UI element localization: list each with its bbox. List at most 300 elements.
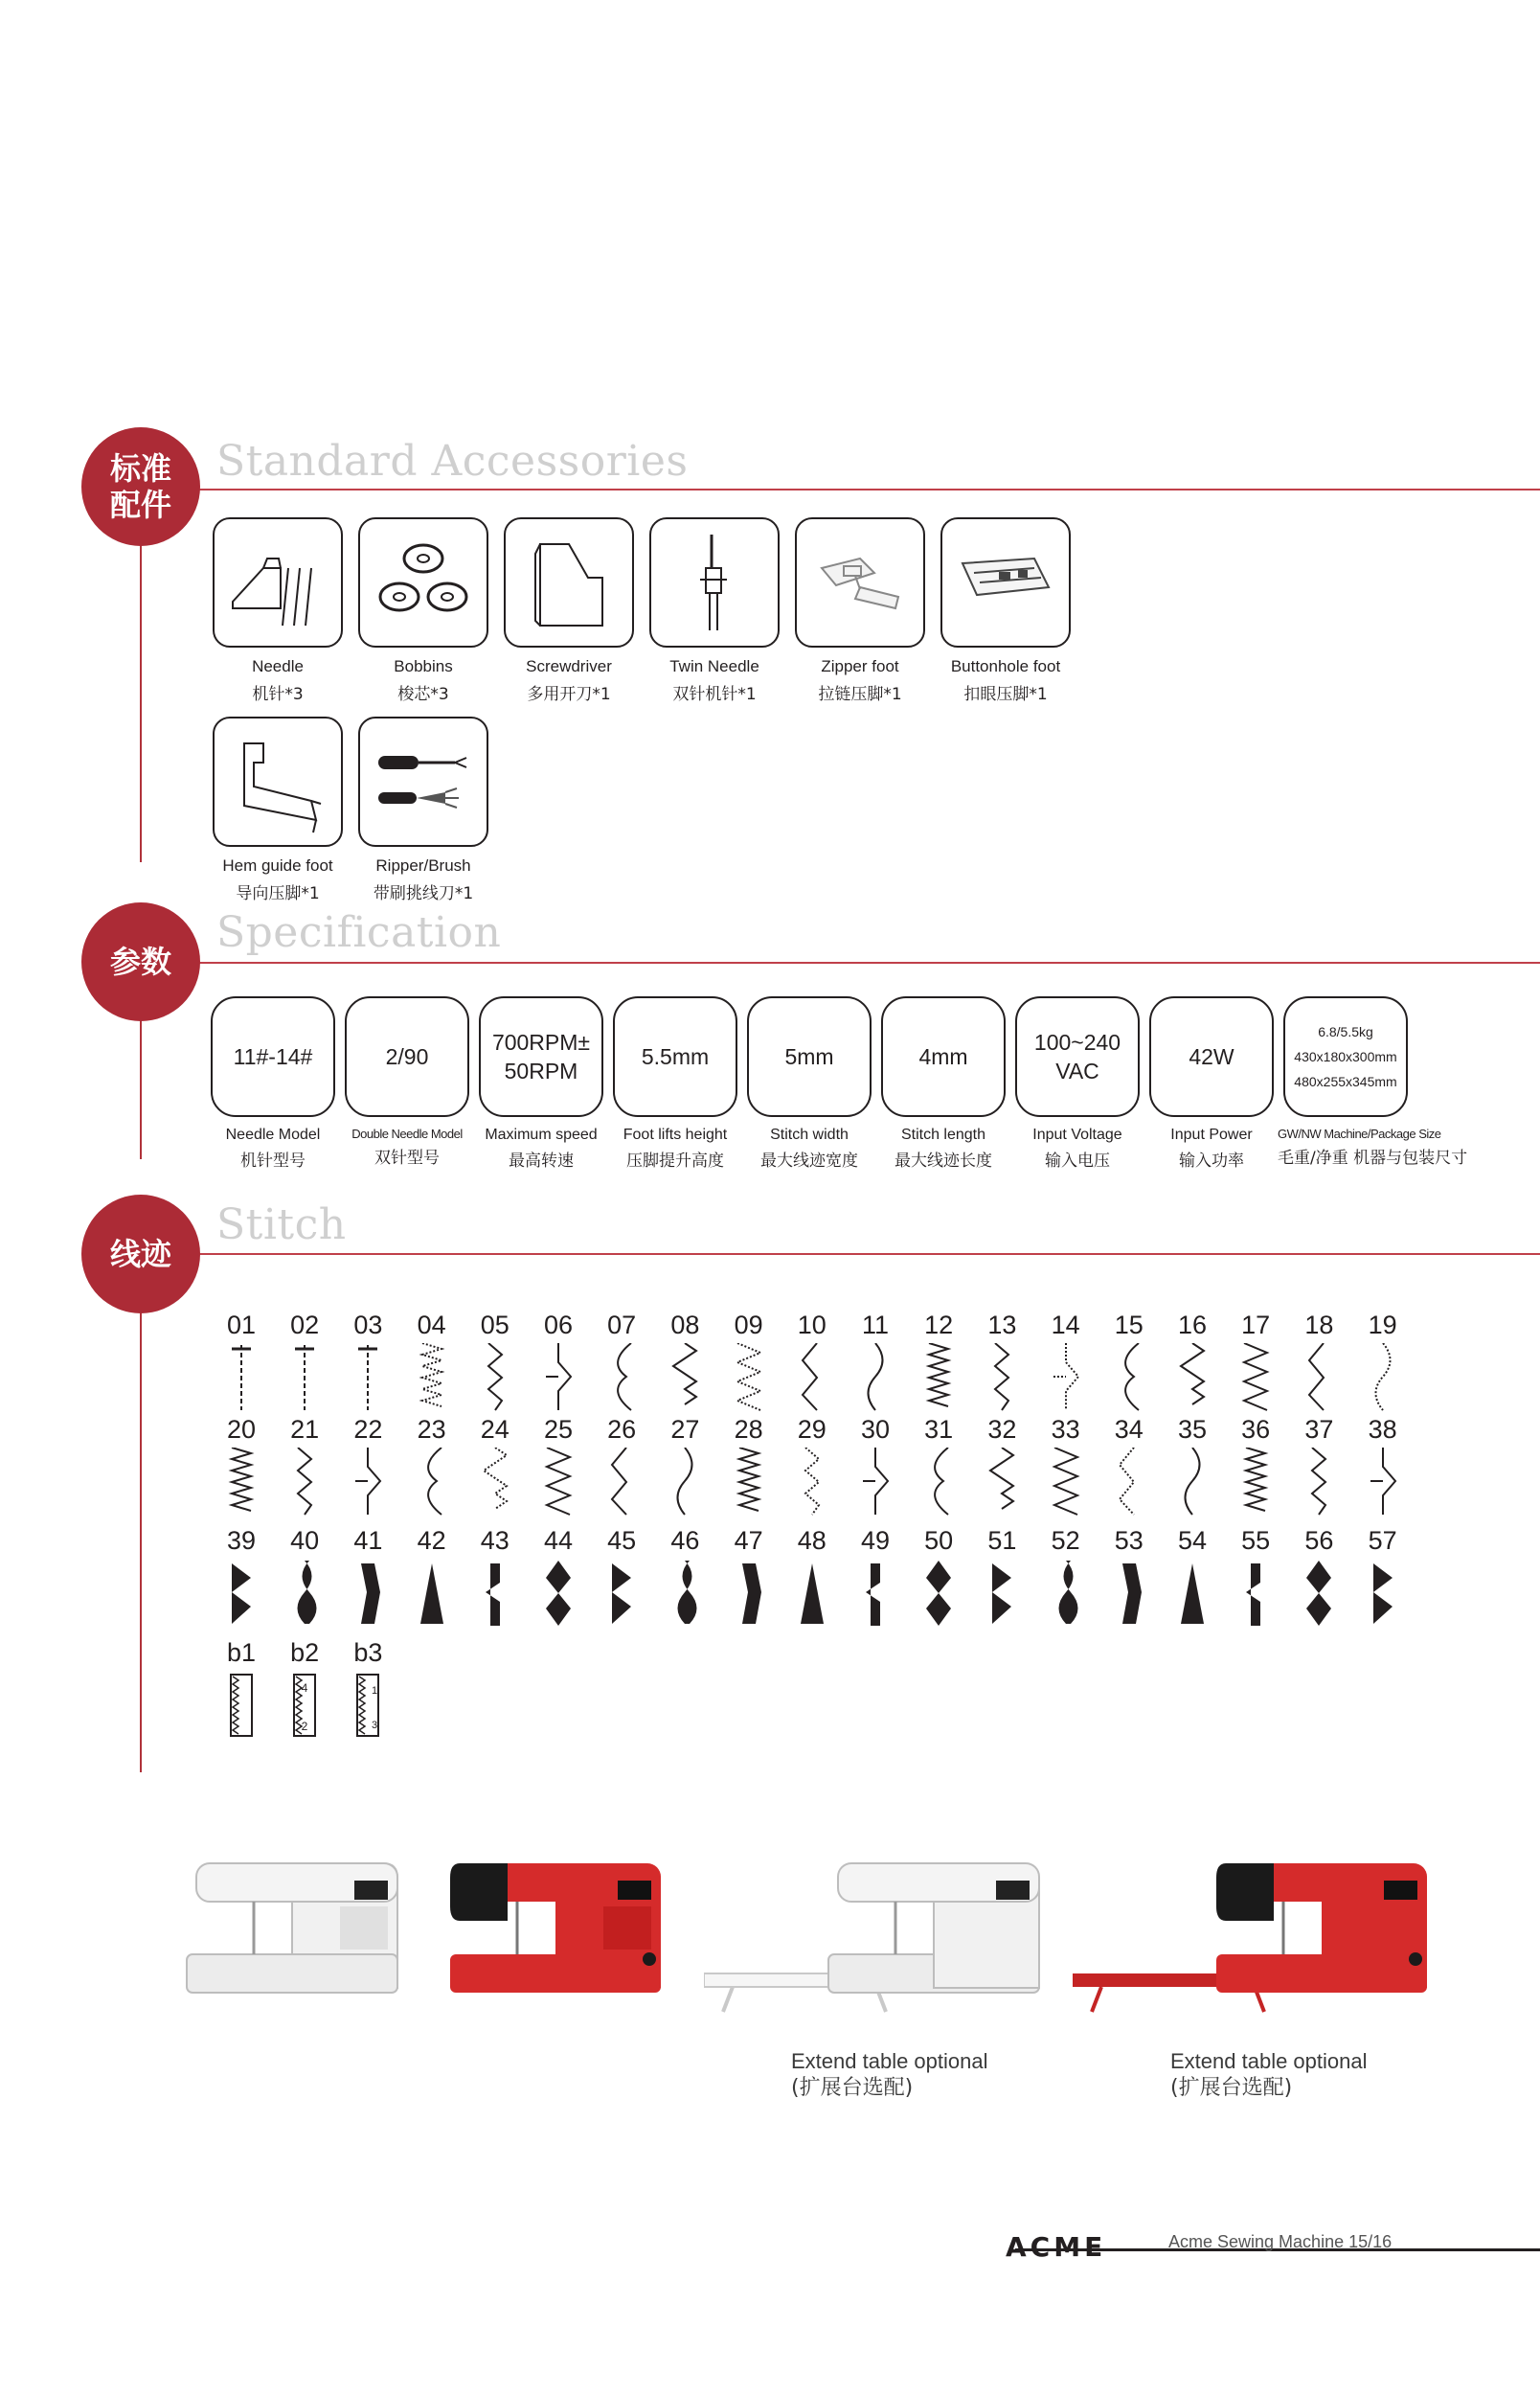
stitch-pattern-icon — [1303, 1448, 1334, 1517]
stitch-item — [847, 1415, 904, 1517]
spec-value — [492, 1028, 590, 1085]
stitch-item — [1164, 1415, 1221, 1517]
stitch-pattern-icon — [1368, 1343, 1398, 1412]
stitch-item — [720, 1311, 778, 1412]
stitch-number: 22 — [353, 1415, 383, 1444]
stitch-number: 43 — [480, 1526, 510, 1555]
stitch-number: 16 — [1177, 1311, 1208, 1339]
stitch-pattern-icon — [734, 1448, 764, 1517]
stitch-number: 04 — [417, 1311, 446, 1339]
stitch-number: 55 — [1241, 1526, 1271, 1555]
stitch-pattern-path — [612, 1448, 626, 1515]
stitch-pattern-path — [805, 1448, 819, 1515]
stitch-pattern-icon — [1240, 1343, 1271, 1412]
stitch-number: 56 — [1304, 1526, 1334, 1555]
stitch-item — [910, 1415, 967, 1517]
stitch-number: b2 — [290, 1638, 320, 1667]
spec-label-cn: 毛重/净重 机器与包装尺寸 — [1278, 1149, 1468, 1168]
stitch-pattern-icon — [1114, 1343, 1144, 1412]
spec-value-line: VAC — [1055, 1059, 1099, 1083]
stitch-number: 38 — [1368, 1415, 1397, 1444]
buttonhole-step-label: 4 — [301, 1681, 308, 1695]
accessory-box — [213, 717, 343, 847]
stitch-pattern-icon — [734, 1343, 764, 1412]
stitch-item — [1227, 1415, 1284, 1517]
accessory-box — [213, 517, 343, 648]
stitch-pattern-path — [1375, 1343, 1390, 1410]
stitch-pattern-path — [1120, 1448, 1134, 1515]
stitch-pattern-icon — [1240, 1448, 1271, 1517]
accessory-en: Bobbins — [394, 657, 453, 675]
spec-value-box — [613, 996, 737, 1117]
stitch-pattern-path — [739, 1448, 759, 1511]
timeline-segment-2 — [140, 1015, 142, 1159]
stitch-item — [466, 1415, 524, 1517]
stitch-number: 33 — [1051, 1415, 1080, 1444]
caption-cn: (扩展台选配) — [1170, 2076, 1293, 2100]
stitch-pattern-icon — [417, 1343, 447, 1412]
machine-white — [177, 1844, 407, 2017]
stitch-item — [847, 1311, 904, 1412]
stitch-pattern-icon — [543, 1343, 574, 1412]
spec-item — [741, 996, 877, 1171]
stitch-pattern-path — [1058, 1561, 1077, 1624]
accessory-box — [795, 517, 925, 648]
accessory-box — [649, 517, 780, 648]
caption-cn: (扩展台选配) — [791, 2076, 914, 2100]
spec-item — [205, 996, 341, 1171]
stitch-pattern-icon — [860, 1343, 891, 1412]
accessory-cn: 梭芯*3 — [397, 685, 449, 704]
spec-value-line: 5.5mm — [641, 1044, 710, 1069]
stitch-pattern-icon — [543, 1559, 574, 1628]
stitch-item — [1037, 1415, 1095, 1517]
stitch-item — [847, 1526, 904, 1628]
stitch-item — [1290, 1311, 1348, 1412]
stitch-pattern-icon — [797, 1559, 827, 1628]
stitch-number: 20 — [226, 1415, 257, 1444]
spec-value-box — [1015, 996, 1140, 1117]
stitch-pattern-path — [420, 1563, 443, 1624]
accessory-en: Ripper/Brush — [375, 856, 471, 875]
stitch-pattern-path — [992, 1563, 1011, 1624]
stitch-number: 21 — [290, 1415, 320, 1444]
spec-value — [1034, 1028, 1121, 1085]
ripper-brush-icon — [371, 729, 476, 834]
stitch-pattern-path — [678, 1561, 697, 1624]
stitch-item — [403, 1311, 461, 1412]
stitch-number: 49 — [860, 1526, 891, 1555]
stitch-pattern-icon — [352, 1343, 383, 1412]
stitch-number: 13 — [987, 1311, 1017, 1339]
stitch-number: 45 — [607, 1526, 637, 1555]
stitch-item — [1354, 1415, 1412, 1517]
spec-item — [1278, 996, 1468, 1168]
stitch-pattern-path — [298, 1561, 317, 1624]
spec-label-en: Input Power — [1170, 1127, 1253, 1143]
stitch-item — [1227, 1311, 1284, 1412]
spec-value — [784, 1042, 833, 1071]
stitch-pattern-path — [673, 1343, 696, 1404]
accessory-needle — [206, 517, 350, 704]
stitch-pattern-path — [926, 1561, 951, 1626]
stitch-pattern-icon — [226, 1448, 257, 1517]
spec-label-en: Needle Model — [225, 1127, 321, 1143]
spec-value-box — [479, 996, 603, 1117]
caption-en: Extend table optional — [1170, 2049, 1368, 2073]
accessory-cn: 扣眼压脚*1 — [963, 685, 1048, 704]
accessory-en: Hem guide foot — [222, 856, 333, 875]
stitch-pattern-icon — [417, 1559, 447, 1628]
stitch-pattern-icon — [543, 1448, 574, 1517]
stitch-badge: 线迹 — [81, 1195, 200, 1313]
stitch-item — [593, 1415, 650, 1517]
stitch-pattern-icon — [986, 1343, 1017, 1412]
accessory-box — [940, 517, 1071, 648]
stitch-pattern-icon — [1051, 1559, 1081, 1628]
stitch-pattern-path — [863, 1448, 888, 1515]
stitch-item — [783, 1415, 841, 1517]
stitch-pattern-icon — [289, 1448, 320, 1517]
stitch-number: 26 — [607, 1415, 637, 1444]
stitch-pattern-path — [1181, 1343, 1204, 1404]
stitch-pattern-path — [737, 1343, 760, 1410]
stitch-pattern-icon — [1240, 1559, 1271, 1628]
spec-value-line: 2/90 — [385, 1044, 429, 1069]
stitch-pattern-path — [742, 1563, 761, 1624]
stitch-number: b1 — [226, 1638, 257, 1667]
stitch-pattern-icon — [797, 1448, 827, 1517]
spec-value — [1189, 1042, 1234, 1071]
hem-guide-foot-icon — [225, 729, 330, 834]
stitch-number: 29 — [797, 1415, 827, 1444]
timeline-segment-3 — [140, 1312, 142, 1772]
stitch-pattern-icon — [289, 1559, 320, 1628]
stitch-item — [466, 1311, 524, 1412]
stitch-pattern-icon — [289, 1343, 320, 1412]
spec-value — [386, 1042, 429, 1071]
stitch-pattern-icon — [860, 1448, 891, 1517]
stitch-pattern-path — [869, 1343, 883, 1410]
stitch-item — [530, 1526, 587, 1628]
accessories-badge-line2: 配件 — [109, 487, 171, 523]
spec-label-en: Stitch length — [900, 1127, 986, 1143]
spec-label-cn: 最大线迹宽度 — [760, 1152, 858, 1171]
spec-label-cn: 最大线迹长度 — [895, 1152, 992, 1171]
stitch-pattern-icon — [1177, 1559, 1208, 1628]
stitch-number: 57 — [1368, 1526, 1397, 1555]
accessories-rule — [192, 489, 1540, 490]
spec-value-line: 480x255x345mm — [1294, 1074, 1397, 1089]
stitch-number: 05 — [480, 1311, 510, 1339]
stitch-number: 08 — [670, 1311, 700, 1339]
accessory-cn: 拉链压脚*1 — [818, 685, 902, 704]
stitch-pattern-path — [1186, 1448, 1200, 1515]
stitch-pattern-path — [618, 1343, 631, 1410]
stitch-pattern-path — [1312, 1448, 1325, 1515]
stitch-number: 02 — [290, 1311, 320, 1339]
spec-value-line: 100~240 — [1033, 1030, 1121, 1055]
spec-value-box — [747, 996, 872, 1117]
brand-logo: ACME — [1006, 2231, 1107, 2263]
stitch-item — [973, 1415, 1030, 1517]
stitch-item — [403, 1415, 461, 1517]
spec-value-line: 4mm — [918, 1044, 968, 1069]
stitch-item — [339, 1638, 396, 1740]
spec-value-box — [881, 996, 1006, 1117]
stitch-number: 46 — [670, 1526, 700, 1555]
stitch-number: 47 — [734, 1526, 763, 1555]
stitch-number: 51 — [987, 1526, 1017, 1555]
stitch-pattern-path — [361, 1563, 380, 1624]
spec-label-en: GW/NW Machine/Package Size — [1278, 1127, 1441, 1141]
specification-title: Specification — [216, 908, 502, 957]
spec-label-en: Stitch width — [770, 1127, 849, 1143]
spec-label-cn: 输入电压 — [1045, 1152, 1110, 1171]
stitch-pattern-icon — [923, 1559, 954, 1628]
accessory-en: Buttonhole foot — [950, 657, 1061, 675]
accessory-cn: 机针*3 — [252, 685, 304, 704]
stitch-pattern-icon — [923, 1448, 954, 1517]
stitch-pattern-path — [1246, 1563, 1260, 1626]
stitch-pattern-icon — [606, 1343, 637, 1412]
stitch-pattern-path — [488, 1343, 502, 1410]
spec-item — [339, 996, 475, 1168]
spec-label-en: Input Voltage — [1032, 1127, 1122, 1143]
spec-value-line: 700RPM± — [491, 1030, 591, 1055]
accessory-cn: 多用开刀*1 — [527, 685, 611, 704]
stitch-number: 15 — [1114, 1311, 1144, 1339]
stitch-pattern-icon — [1051, 1343, 1081, 1412]
stitch-item — [213, 1526, 270, 1628]
stitch-item — [1037, 1526, 1095, 1628]
accessory-en: Zipper foot — [821, 657, 899, 675]
stitch-number: 14 — [1051, 1311, 1080, 1339]
stitch-item — [1164, 1311, 1221, 1412]
spec-item — [1144, 996, 1280, 1171]
stitch-pattern-icon — [1303, 1559, 1334, 1628]
stitch-item — [593, 1526, 650, 1628]
stitch-pattern-icon — [860, 1559, 891, 1628]
bobbins-icon — [371, 530, 476, 635]
accessory-zipper-foot — [788, 517, 932, 704]
stitch-number: b3 — [353, 1638, 383, 1667]
spec-item — [1009, 996, 1145, 1171]
stitch-item — [1100, 1526, 1158, 1628]
stitch-item — [339, 1526, 396, 1628]
stitch-pattern-path — [486, 1563, 500, 1626]
stitch-item — [1290, 1415, 1348, 1517]
stitch-number: 25 — [543, 1415, 574, 1444]
stitch-pattern-icon — [1114, 1559, 1144, 1628]
stitch-number: 37 — [1304, 1415, 1334, 1444]
stitch-item — [213, 1638, 270, 1740]
spec-value-line: 42W — [1189, 1044, 1234, 1069]
stitch-item — [720, 1415, 778, 1517]
stitch-pattern-icon — [1114, 1448, 1144, 1517]
accessory-screwdriver — [497, 517, 641, 704]
stitch-number: 53 — [1114, 1526, 1144, 1555]
stitch-number: 01 — [226, 1311, 257, 1339]
stitch-pattern-icon — [734, 1559, 764, 1628]
stitch-number: 31 — [924, 1415, 954, 1444]
stitch-number: 03 — [353, 1311, 383, 1339]
buttonhole-step-label: 1 — [372, 1685, 378, 1697]
stitch-number: 39 — [226, 1526, 257, 1555]
stitch-item — [783, 1526, 841, 1628]
stitch-pattern-path — [422, 1343, 442, 1406]
stitch-item — [1100, 1415, 1158, 1517]
stitch-pattern-path — [1053, 1343, 1078, 1410]
stitch-item — [1227, 1526, 1284, 1628]
machine-caption-1 — [791, 2048, 988, 2102]
machine-caption-2 — [1170, 2048, 1368, 2102]
stitch-number: 52 — [1051, 1526, 1080, 1555]
stitch-pattern-icon — [1368, 1559, 1398, 1628]
accessory-box — [358, 517, 488, 648]
stitch-pattern-icon — [923, 1343, 954, 1412]
accessory-box — [504, 517, 634, 648]
stitch-item — [656, 1526, 713, 1628]
accessories-badge-line1: 标准 — [109, 450, 171, 487]
stitch-pattern-path — [1054, 1448, 1077, 1515]
stitch-pattern-path — [866, 1563, 880, 1626]
timeline-segment-1 — [140, 498, 142, 862]
twin-needle-icon — [662, 530, 767, 635]
stitch-pattern-path — [1373, 1563, 1393, 1624]
accessory-en: Screwdriver — [526, 657, 612, 675]
stitch-pattern-path — [1122, 1563, 1142, 1624]
footer-text: Acme Sewing Machine 15/16 — [1168, 2232, 1393, 2251]
buttonhole-foot-icon — [953, 530, 1058, 635]
stitch-number: 06 — [543, 1311, 574, 1339]
stitch-number: 44 — [543, 1526, 574, 1555]
spec-value-line: 430x180x300mm — [1294, 1049, 1397, 1064]
stitch-pattern-icon — [226, 1671, 257, 1740]
stitch-pattern-path — [995, 1343, 1008, 1410]
stitch-number: 17 — [1241, 1311, 1271, 1339]
stitch-number: 41 — [353, 1526, 383, 1555]
stitch-item — [276, 1415, 333, 1517]
stitch-pattern-path — [1370, 1448, 1395, 1515]
stitch-item — [1354, 1526, 1412, 1628]
stitch-number: 19 — [1368, 1311, 1397, 1339]
machine-white-extend-table — [704, 1844, 1049, 2017]
stitch-item — [276, 1526, 333, 1628]
stitch-number: 28 — [734, 1415, 763, 1444]
stitch-number: 50 — [924, 1526, 954, 1555]
stitch-pattern-icon — [1051, 1448, 1081, 1517]
stitch-pattern-icon — [480, 1343, 510, 1412]
stitch-item — [1290, 1526, 1348, 1628]
accessory-box — [358, 717, 488, 847]
stitch-pattern-icon — [226, 1343, 257, 1412]
stitch-pattern-path — [428, 1448, 442, 1515]
stitch-item — [910, 1311, 967, 1412]
accessory-hem-guide-foot — [206, 717, 350, 903]
machine-red — [441, 1844, 670, 2017]
stitch-item — [783, 1311, 841, 1412]
stitch-pattern-path — [355, 1448, 380, 1515]
stitch-pattern-path — [546, 1343, 571, 1410]
stitch-pattern-icon — [226, 1559, 257, 1628]
spec-item — [607, 996, 743, 1171]
buttonhole-step-label: 2 — [301, 1720, 308, 1733]
stitch-pattern-path — [801, 1563, 824, 1624]
stitch-pattern-path — [546, 1561, 571, 1626]
stitch-item — [973, 1526, 1030, 1628]
stitch-number: 42 — [417, 1526, 446, 1555]
stitch-item — [213, 1415, 270, 1517]
stitch-number: 32 — [987, 1415, 1017, 1444]
accessory-buttonhole-foot — [934, 517, 1077, 704]
spec-item — [473, 996, 609, 1171]
stitch-item — [213, 1311, 270, 1412]
stitch-number: 27 — [670, 1415, 700, 1444]
stitch-pattern-path — [678, 1448, 692, 1515]
stitch-pattern-icon — [352, 1448, 383, 1517]
specification-badge: 参数 — [81, 902, 200, 1021]
spec-value-box — [1149, 996, 1274, 1117]
stitch-item — [403, 1526, 461, 1628]
accessory-cn: 带刷挑线刀*1 — [373, 884, 474, 903]
screwdriver-icon — [516, 530, 622, 635]
accessory-bobbins — [351, 517, 495, 704]
stitch-pattern-icon — [352, 1671, 383, 1740]
stitch-pattern-icon — [606, 1559, 637, 1628]
spec-value-line: 50RPM — [504, 1059, 578, 1083]
stitch-item — [276, 1311, 333, 1412]
caption-en: Extend table optional — [791, 2049, 988, 2073]
stitch-pattern-path — [547, 1448, 570, 1515]
stitch-pattern-icon — [606, 1448, 637, 1517]
stitch-pattern-path — [612, 1563, 631, 1624]
accessory-cn: 双针机针*1 — [672, 685, 757, 704]
spec-value — [642, 1042, 709, 1071]
stitch-pattern-path — [1246, 1448, 1265, 1511]
stitch-number: 35 — [1177, 1415, 1208, 1444]
spec-label-cn: 输入功率 — [1179, 1152, 1244, 1171]
stitch-pattern-icon — [1177, 1448, 1208, 1517]
stitch-number: 11 — [861, 1311, 890, 1339]
stitch-pattern-path — [1309, 1343, 1324, 1410]
stitch-pattern-icon — [669, 1559, 700, 1628]
accessory-en: Twin Needle — [669, 657, 759, 675]
stitch-item — [720, 1526, 778, 1628]
stitch-pattern-icon — [1177, 1343, 1208, 1412]
spec-label-cn: 机针型号 — [240, 1152, 306, 1171]
stitch-pattern-path — [232, 1563, 251, 1624]
stitch-item — [530, 1311, 587, 1412]
stitch-item — [910, 1526, 967, 1628]
spec-label-cn: 压脚提升高度 — [626, 1152, 724, 1171]
spec-value-line: 5mm — [784, 1044, 834, 1069]
spec-label-cn: 双针型号 — [374, 1149, 440, 1168]
stitch-pattern-icon — [352, 1559, 383, 1628]
stitch-pattern-path — [298, 1448, 311, 1515]
buttonhole-step-label: 3 — [372, 1720, 378, 1731]
spec-value-line: 6.8/5.5kg — [1318, 1024, 1373, 1039]
spec-label-en: Maximum speed — [485, 1127, 598, 1143]
stitch-item — [593, 1311, 650, 1412]
spec-value-box — [211, 996, 335, 1117]
accessories-title: Standard Accessories — [216, 437, 689, 486]
stitch-pattern-path — [935, 1448, 948, 1515]
spec-item — [875, 996, 1011, 1171]
accessory-ripper-brush — [351, 717, 495, 903]
accessory-cn: 导向压脚*1 — [236, 884, 320, 903]
stitch-pattern-path — [484, 1448, 507, 1509]
